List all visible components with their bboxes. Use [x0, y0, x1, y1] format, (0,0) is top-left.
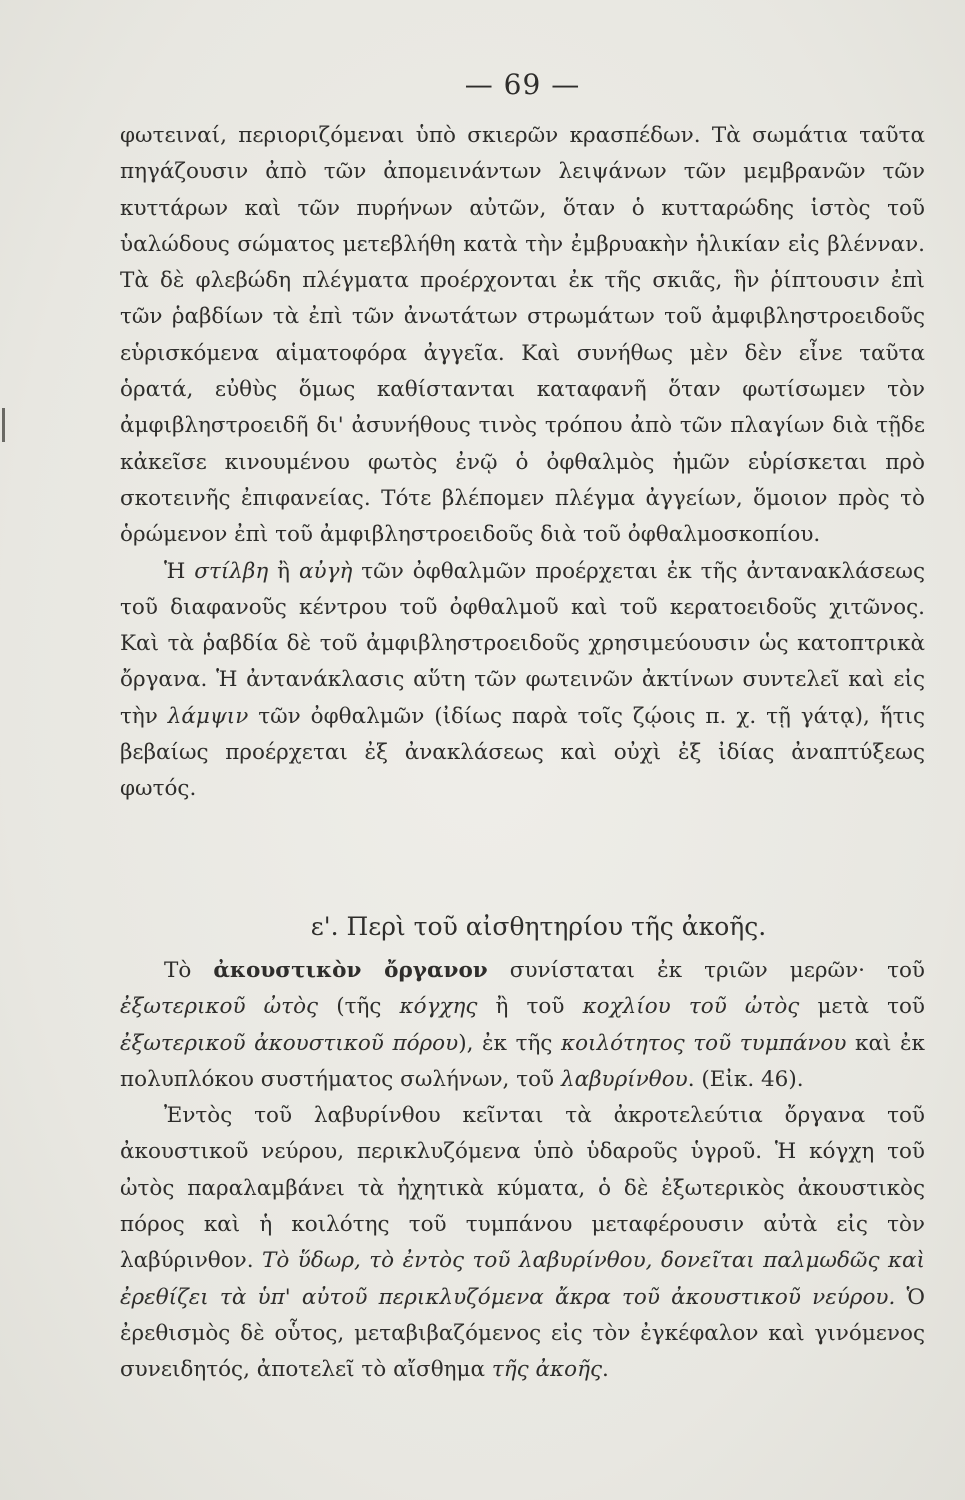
text-run: καὶ ἐκ πολυπλόκου συστήματος σωλήνων, τοῦ: [120, 1030, 925, 1092]
text-run: . (Εἰκ. 46).: [687, 1066, 804, 1092]
italic-term-avgi: αὐγὴ: [299, 558, 353, 584]
text-run: τῶν ὀφθαλμῶν (ἰδίως παρὰ τοῖς ζῴοις π. χ. τῇ γάτᾳ), ἥτις βεβαίως προέρχεται ἐξ ἀνακλάσεως καὶ οὐχὶ ἐξ ἰδίας ἀναπτύξεως φωτός.: [120, 703, 925, 802]
page-edge-mark: [2, 408, 5, 442]
text-run: Ἐντὸς τοῦ λαβυρίνθου κεῖνται τὰ ἀκροτελεύτια ὄργανα τοῦ ἀκουστικοῦ νεύρου, περικλυζόμενα ὑπὸ ὑδαροῦς ὑγροῦ. Ἡ κόγχη τοῦ ὠτὸς παραλαμβάνει τὰ ἠχητικὰ κύματα, ὁ δὲ ἐξωτερικὸς ἀκουστικὸς πόρος καὶ ἡ κοιλότης τοῦ τυμπάνου μεταφέρουσιν αὐτὰ εἰς τὸν λαβύρινθον.: [120, 1103, 925, 1274]
paragraph-eye-shine: [120, 554, 925, 808]
text-block-vision: [120, 118, 925, 808]
bold-term-acoustic-organ: ἀκουστικὸν ὄργανον: [213, 958, 488, 983]
paragraph-entoptic: [120, 118, 925, 554]
paragraph-ear-parts: [120, 953, 925, 1098]
page-number: — 69 —: [464, 68, 581, 101]
italic-term: κοιλότητος τοῦ τυμπάνου: [560, 1030, 847, 1056]
text-run: Τὸ: [164, 958, 214, 983]
text-run: τῶν ὀφθαλμῶν προέρχεται ἐκ τῆς ἀντανακλάσεως τοῦ διαφανοῦς κέντρου τοῦ ὀφθαλμοῦ καὶ τοῦ κερατοειδοῦς χιτῶνος. Καὶ τὰ ῥαβδία δὲ τοῦ ἀμφιβληστροειδοῦς χρησιμεύουσιν ὡς κατοπτρικὰ ὄργανα. Ἡ ἀντανάκλασις αὕτη τῶν φωτεινῶν ἀκτίνων συντελεῖ καὶ εἰς τὴν: [120, 558, 925, 729]
italic-term: ἐξωτερικοῦ ἀκουστικοῦ πόρου: [120, 1030, 459, 1056]
paragraph-text: φωτειναί, περιοριζόμεναι ὑπὸ σκιερῶν κρασπέδων. Τὰ σωμάτια ταῦτα πηγάζουσιν ἀπὸ τῶν ἀπομεινάντων λειψάνων τῶν μεμβρανῶν τῶν κυττάρων καὶ τῶν πυρήνων αὐτῶν, ὅταν ὁ κυτταρώδης ἱστὸς τοῦ ὑαλώδους σώματος μετεβλήθη κατὰ τὴν ἐμβρυακὴν ἡλικίαν εἰς βλένναν. Τὰ δὲ φλεβώδη πλέγματα προέρχονται ἐκ τῆς σκιᾶς, ἣν ῥίπτουσιν ἐπὶ τῶν ῥαβδίων τὰ ἐπὶ τῶν ἀνωτάτων στρωμάτων τοῦ ἀμφιβληστροειδοῦς εὑρισκόμενα αἱματοφόρα ἀγγεῖα. Καὶ συνήθως μὲν δὲν εἶνε ταῦτα ὁρατά, εὐθὺς ὅμως καθίστανται καταφανῆ ὅταν φωτίσωμεν τὸν ἀμφιβληστροειδῆ δι' ἀσυνήθους τινὸς τρόπου ἀπὸ τῶν πλαγίων διὰ τῇδε κἀκεῖσε κινουμένου φωτὸς ἐνῷ ὁ ὀφθαλμὸς ἡμῶν εὑρίσκεται πρὸ σκοτεινῆς ἐπιφανείας. Τότε βλέπομεν πλέγμα ἀγγείων, ὅμοιον πρὸς τὸ ὁρώμενον ἐπὶ τοῦ ἀμφιβληστροειδοῦς διὰ τοῦ ὀφθαλμοσκοπίου.: [120, 123, 925, 548]
text-run: ἢ τοῦ: [477, 994, 583, 1020]
text-run: Ἡ: [164, 558, 195, 584]
italic-term: τῆς ἀκοῆς: [491, 1357, 603, 1383]
text-run: μετὰ τοῦ: [799, 994, 926, 1020]
text-block-hearing: [120, 953, 925, 1389]
text-run: ), ἐκ τῆς: [458, 1030, 561, 1056]
italic-term-stilvi: στίλβη: [194, 558, 269, 584]
text-run: ἢ: [268, 558, 299, 584]
italic-term: κοχλίου τοῦ ὠτὸς: [582, 994, 800, 1020]
paragraph-labyrinth: [120, 1098, 925, 1388]
italic-term-lampsin: λάμψιν: [167, 703, 249, 729]
text-run: Ὁ ἐρεθισμὸς δὲ οὗτος, μεταβιβαζόμενος εἰς τὸν ἐγκέφαλον καὶ γινόμενος συνειδητός, ἀποτελεῖ τὸ αἴσθημα: [120, 1284, 926, 1383]
italic-term: λαβυρίνθου: [560, 1066, 688, 1092]
italic-term: κόγχης: [399, 994, 478, 1020]
italic-sentence: Τὸ ὕδωρ, τὸ ἐντὸς τοῦ λαβυρίνθου, δονεῖται παλμωδῶς καὶ ἐρεθίζει τὰ ὑπ' αὐτοῦ περικλυζόμενα ἄκρα τοῦ ἀκουστικοῦ νεύρου.: [120, 1248, 925, 1310]
section-heading: ε'. Περὶ τοῦ αἰσθητηρίου τῆς ἀκοῆς.: [310, 912, 767, 941]
text-run: (τῆς: [318, 994, 400, 1020]
italic-term: ἐξωτερικοῦ ὠτὸς: [120, 994, 319, 1020]
text-run: συνίσταται ἐκ τριῶν μερῶν· τοῦ: [487, 958, 925, 983]
text-run: .: [602, 1357, 609, 1383]
